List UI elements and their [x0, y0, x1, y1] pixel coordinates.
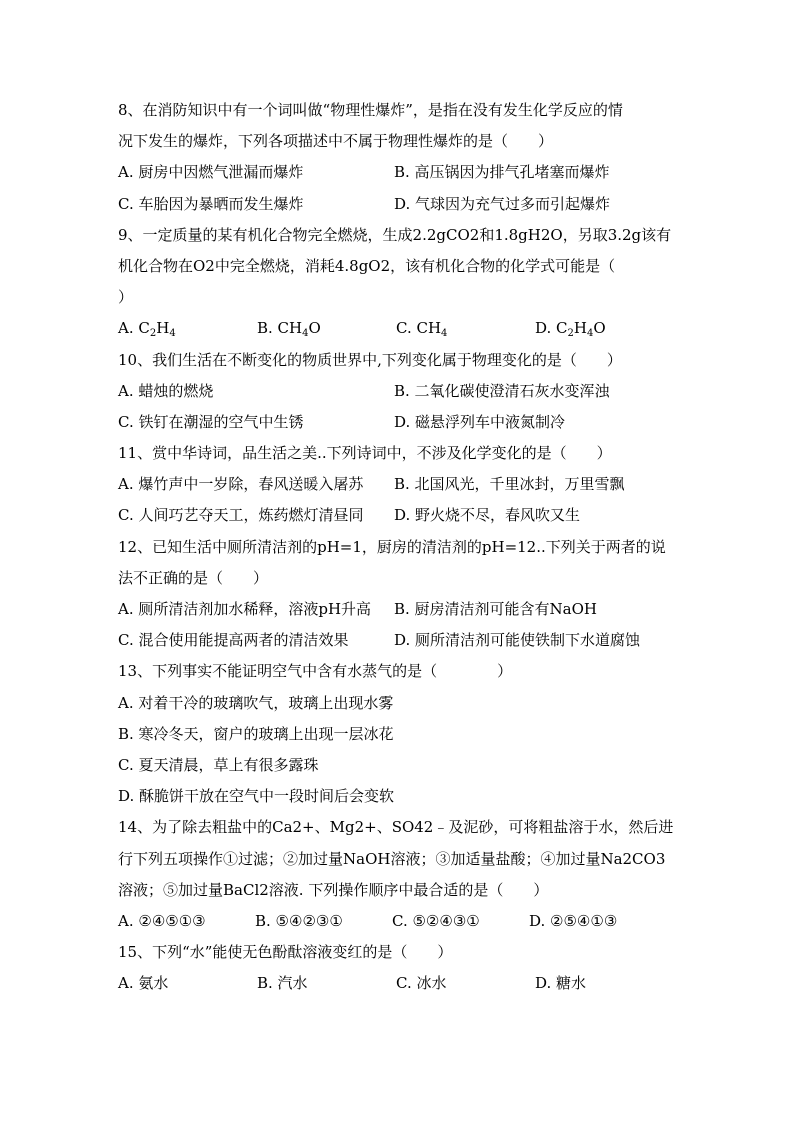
- question-10-stem-line-1: 10、我们生活在不断变化的物质世界中,下列变化属于物理变化的是（ ）: [118, 350, 622, 369]
- option-15a: A. 氨水: [118, 974, 169, 993]
- question-8-options-row-1: [118, 157, 678, 188]
- exam-page: [118, 95, 678, 999]
- question-11-options-row-1: [118, 469, 678, 500]
- option-11b: B. 北国风光，千里冰封，万里雪飘: [394, 475, 625, 494]
- option-13d: D. 酥脆饼干放在空气中一段时间后会变软: [118, 787, 395, 806]
- option-12c: C. 混合使用能提高两者的清洁效果: [118, 631, 349, 650]
- option-8a: A. 厨房中因燃气泄漏而爆炸: [118, 163, 304, 182]
- question-11-options-row-2: [118, 500, 678, 531]
- option-8b: B. 高压锅因为排气孔堵塞而爆炸: [394, 163, 610, 182]
- question-14-stem-line-2: 行下列五项操作①过滤；②加过量NaOH溶液；③加适量盐酸；④加过量Na2CO3: [118, 849, 666, 868]
- question-8-stem-line-2: 况下发生的爆炸，下列各项描述中不属于物理性爆炸的是（ ）: [118, 132, 554, 151]
- option-9a: A. $C_2H_4$: [118, 319, 176, 340]
- question-9-stem-line-3: ）: [118, 288, 134, 307]
- question-12-stem-line-1: 12、已知生活中厕所清洁剂的pH=1，厨房的清洁剂的pH=12..下列关于两者的说: [118, 537, 666, 556]
- question-10-options-row-2: [118, 407, 678, 438]
- question-9-stem-line-2: 机化合物在O2中完全燃烧，消耗4.8gO2，该有机化合物的化学式可能是（: [118, 256, 616, 275]
- option-12d: D. 厕所清洁剂可能使铁制下水道腐蚀: [394, 631, 641, 650]
- option-11d: D. 野火烧不尽，春风吹又生: [394, 506, 581, 525]
- option-12a: A. 厕所清洁剂加水稀释，溶液pH升高: [118, 600, 372, 618]
- question-11-stem-line-1: 11、赏中华诗词，品生活之美..下列诗词中，不涉及化学变化的是（ ）: [118, 444, 612, 463]
- option-14d: D. ②⑤④①③: [529, 911, 618, 930]
- option-10d: D. 磁悬浮列车中液氮制冷: [394, 412, 566, 431]
- option-15d: D. 糖水: [535, 974, 587, 993]
- option-8c: C. 车胎因为暴晒而发生爆炸: [118, 194, 304, 213]
- option-10a: A. 蜡烛的燃烧: [118, 381, 214, 400]
- option-9d: D. $C_2H_4O$: [535, 319, 606, 340]
- question-14-stem-line-3: 溶液；⑤加过量BaCl2溶液. 下列操作顺序中最合适的是（ ）: [118, 880, 549, 899]
- option-8d: D. 气球因为充气过多而引起爆炸: [394, 194, 611, 213]
- option-15b: B. 汽水: [257, 974, 308, 993]
- question-8-stem-line-1: 8、在消防知识中有一个词叫做“物理性爆炸”，是指在没有发生化学反应的情: [118, 101, 623, 119]
- option-14a: A. ②④⑤①③: [118, 911, 206, 930]
- question-9-stem-line-1: 9、一定质量的某有机化合物完全燃烧，生成2.2gCO2和1.8gH2O，另取3.2g该有: [118, 225, 672, 244]
- option-15c: C. 冰水: [396, 974, 447, 993]
- question-14-options-row: [118, 906, 678, 937]
- question-9-options-row: [118, 313, 678, 344]
- question-13-stem-line-1: 13、下列事实不能证明空气中含有水蒸气的是（ ）: [118, 662, 513, 681]
- option-11a: A. 爆竹声中一岁除，春风送暖入屠苏: [118, 475, 364, 494]
- question-14-stem-line-1: 14、为了除去粗盐中的Ca2+、Mg2+、SO42﹣及泥砂，可将粗盐溶于水，然后进: [118, 818, 674, 837]
- question-10-options-row-1: [118, 376, 678, 407]
- option-10b: B. 二氧化碳使澄清石灰水变浑浊: [394, 381, 610, 400]
- option-14c: C. ⑤②④③①: [392, 911, 480, 930]
- option-13c: C. 夏天清晨，草上有很多露珠: [118, 755, 319, 774]
- question-8-options-row-2: [118, 189, 678, 220]
- option-9b: B. $CH_4O$: [257, 319, 321, 340]
- question-15-options-row: [118, 968, 678, 999]
- option-9c: C. $CH_4$: [396, 319, 448, 340]
- question-12-stem-line-2: 法不正确的是（ ）: [118, 568, 269, 587]
- question-12-options-row-2: [118, 625, 678, 656]
- option-13a: A. 对着干冷的玻璃吹气，玻璃上出现水雾: [118, 693, 394, 712]
- option-13b: B. 寒冷冬天，窗户的玻璃上出现一层冰花: [118, 724, 394, 743]
- question-15-stem-line-1: 15、下列“水”能使无色酚酞溶液变红的是（ ）: [118, 943, 453, 962]
- option-14b: B. ⑤④②③①: [255, 911, 343, 930]
- question-12-options-row-1: [118, 594, 678, 625]
- option-10c: C. 铁钉在潮湿的空气中生锈: [118, 412, 304, 431]
- option-11c: C. 人间巧艺夺天工，炼药燃灯清昼同: [118, 506, 364, 525]
- option-12b: B. 厨房清洁剂可能含有NaOH: [394, 600, 598, 618]
